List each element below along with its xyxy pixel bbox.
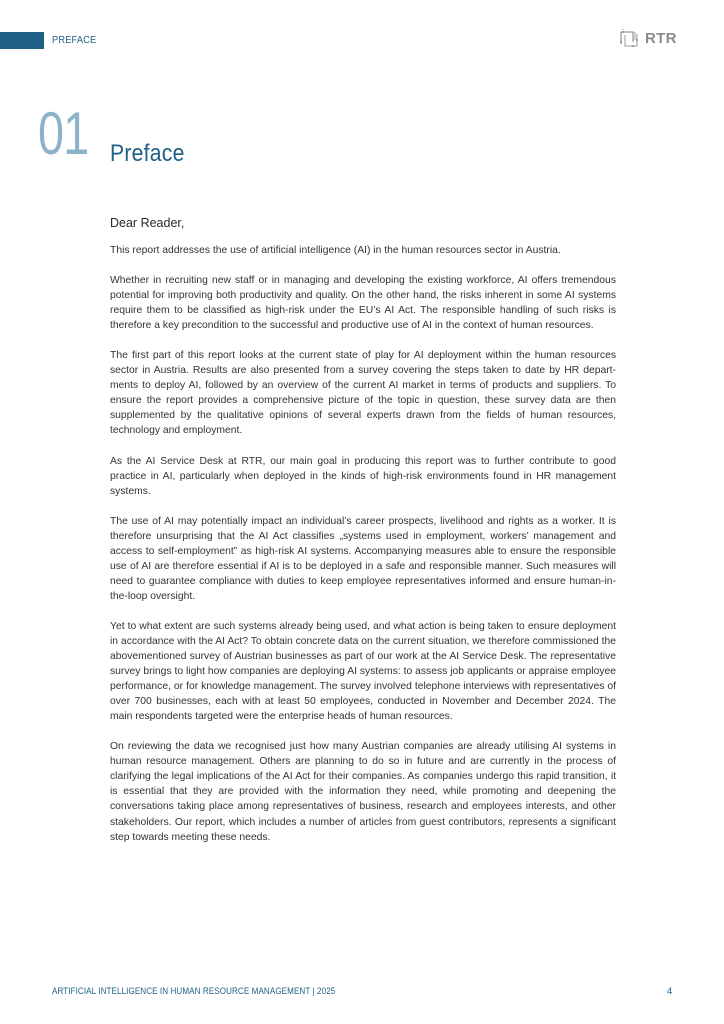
paragraph: The first part of this report looks at the current state of play for AI deployment within the human resources sector in Austria. Results are also presented from a survey covering the steps taken to date by HR departments to deploy AI, followed by an overview of the current AI market in terms of products and suppliers. To ensure the report provides a comprehensive picture of the topic in question, these survey data are then supplemented by the qualitative opinions of several experts drawn from the fields of human resources, technology and employment. xyxy=(110,350,616,437)
body-content xyxy=(110,215,616,860)
section-marker-bar xyxy=(0,32,44,49)
rtr-logo xyxy=(618,27,677,49)
page-number: 4 xyxy=(667,986,673,997)
chapter-number: 01 xyxy=(38,100,89,167)
rtr-logo-icon xyxy=(618,27,640,49)
logo-text: RTR xyxy=(645,29,677,47)
paragraph: On reviewing the data we recognised just how many Austrian companies are already utilising AI systems in human resource management. Others are planning to do so in future and are currently in the process of clarifying the legal implications of the AI Act for their companies. As companies undergo this rapid transition, it is essential that they are provided with the information they need, while promoting and deepening the conversations taking place among representatives of business, research and employees interests, and other stakeholders. Our report, which includes a number of articles from guest contributors, represents a significant step towards meeting these needs. xyxy=(110,741,616,843)
paragraph: As the AI Service Desk at RTR, our main goal in producing this report was to further contribute to good practice in AI, particularly when deployed in the kinds of high-risk environments found in HR management systems. xyxy=(110,455,616,497)
section-label: PREFACE xyxy=(52,34,97,46)
salutation: Dear Reader, xyxy=(110,216,185,230)
paragraph: This report addresses the use of artificial intelligence (AI) in the human resources sector in Austria. xyxy=(110,245,561,256)
footer-publication-title: ARTIFICIAL INTELLIGENCE IN HUMAN RESOURCE MANAGEMENT | 2025 xyxy=(52,986,336,997)
paragraph: Yet to what extent are such systems already being used, and what action is being taken to ensure deployment in accordance with the AI Act? To obtain concrete data on the current situation, we therefore commissioned the abovementioned survey of Austrian businesses as part of our work at the AI Service Desk. The representative survey brings to light how companies are deploying AI systems: to assess job applicants or appraise employee performance, or for knowledge management. The survey involved telephone interviews with representatives of over 700 businesses, each with at least 50 employees, conducted in November and December 2024. The main respondents targeted were the enterprise heads of human resources. xyxy=(110,620,616,723)
paragraph: The use of AI may potentially impact an individual’s career prospects, livelihood and rights as a worker. It is therefore unsurprising that the AI Act classifies „systems used in employment, workers’ management and access to self-employment” as high-risk AI systems. Accompanying measures able to ensure the responsible use of AI are therefore essential if AI is to be deployed in a safe and responsible manner. Such measures will need to guarantee compliance with duties to keep employee representatives informed and ensure human-in-the-loop oversight. xyxy=(110,515,616,602)
page-title: Preface xyxy=(110,140,185,167)
paragraph: Whether in recruiting new staff or in managing and developing the existing workforce, AI offers tremendous potential for improving both productivity and quality. On the other hand, the risks inherent in some AI systems require them to be classified as high-risk under the EU’s AI Act. The responsible handling of such risks is therefore a key precondition to the successful and productive use of AI in the context of human resources. xyxy=(110,275,616,332)
